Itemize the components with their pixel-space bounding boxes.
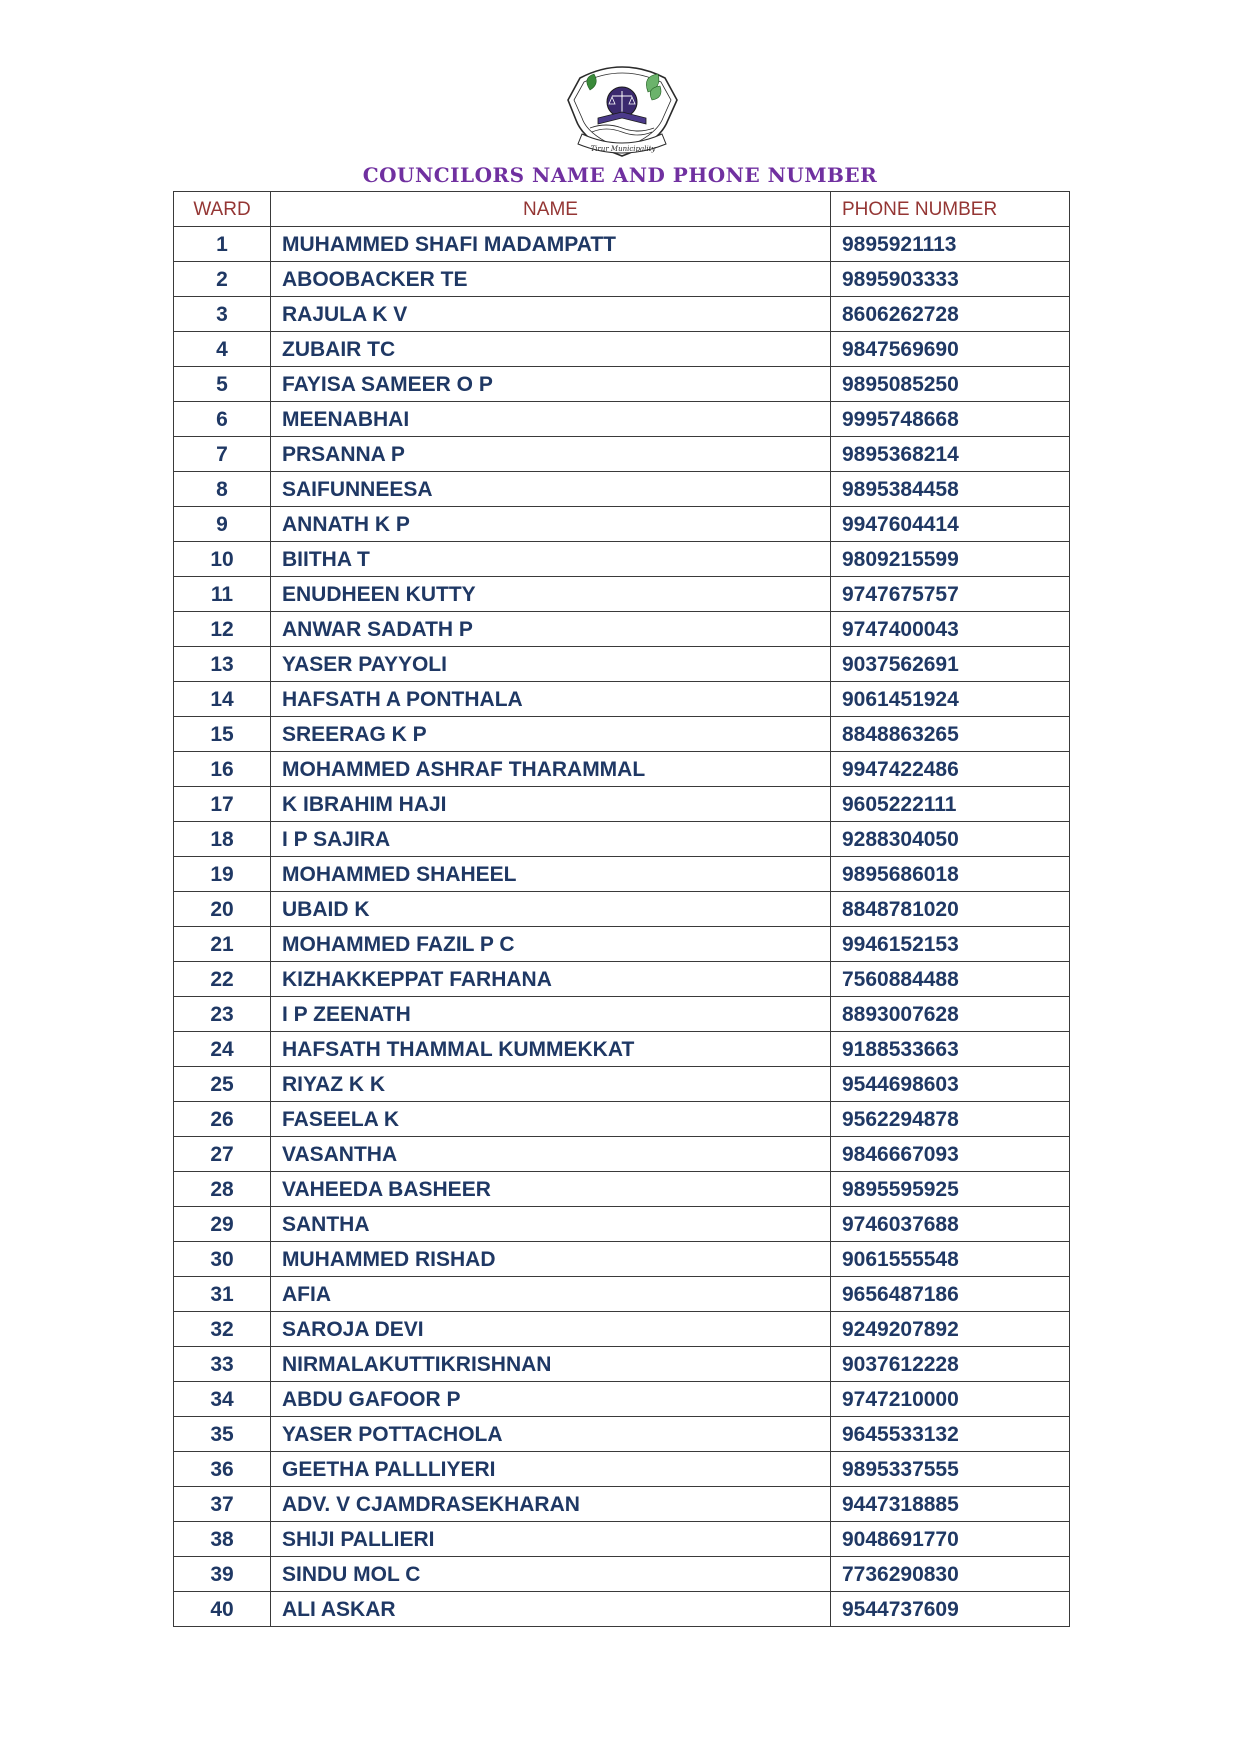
phone-cell: 9048691770 — [831, 1522, 1070, 1557]
name-cell: RAJULA K V — [271, 297, 831, 332]
name-cell: ANNATH K P — [271, 507, 831, 542]
table-row — [174, 542, 1070, 577]
table-row — [174, 717, 1070, 752]
phone-cell: 8893007628 — [831, 997, 1070, 1032]
ward-cell: 17 — [174, 787, 271, 822]
name-cell: ENUDHEEN KUTTY — [271, 577, 831, 612]
phone-cell: 9037562691 — [831, 647, 1070, 682]
phone-cell: 9809215599 — [831, 542, 1070, 577]
ward-cell: 23 — [174, 997, 271, 1032]
table-row — [174, 472, 1070, 507]
table-row — [174, 1557, 1070, 1592]
phone-cell: 9895368214 — [831, 437, 1070, 472]
name-cell: I P SAJIRA — [271, 822, 831, 857]
table-row — [174, 1347, 1070, 1382]
ward-cell: 15 — [174, 717, 271, 752]
name-cell: MOHAMMED SHAHEEL — [271, 857, 831, 892]
ward-cell: 7 — [174, 437, 271, 472]
table-row — [174, 857, 1070, 892]
ward-cell: 37 — [174, 1487, 271, 1522]
table-row — [174, 1172, 1070, 1207]
ward-cell: 29 — [174, 1207, 271, 1242]
table-row — [174, 1032, 1070, 1067]
name-cell: SREERAG K P — [271, 717, 831, 752]
phone-cell: 9188533663 — [831, 1032, 1070, 1067]
phone-cell: 9645533132 — [831, 1417, 1070, 1452]
phone-cell: 9895921113 — [831, 227, 1070, 262]
name-cell: FASEELA K — [271, 1102, 831, 1137]
table-row — [174, 927, 1070, 962]
name-cell: FAYISA SAMEER O P — [271, 367, 831, 402]
name-cell: BIITHA T — [271, 542, 831, 577]
column-header-ward: WARD — [174, 192, 271, 227]
ward-cell: 19 — [174, 857, 271, 892]
ward-cell: 33 — [174, 1347, 271, 1382]
name-cell: PRSANNA P — [271, 437, 831, 472]
name-cell: MOHAMMED ASHRAF THARAMMAL — [271, 752, 831, 787]
name-cell: MUHAMMED RISHAD — [271, 1242, 831, 1277]
phone-cell: 9747400043 — [831, 612, 1070, 647]
phone-cell: 9544737609 — [831, 1592, 1070, 1627]
name-cell: ANWAR SADATH P — [271, 612, 831, 647]
ward-cell: 24 — [174, 1032, 271, 1067]
table-row — [174, 1242, 1070, 1277]
ward-cell: 20 — [174, 892, 271, 927]
phone-cell: 7560884488 — [831, 962, 1070, 997]
ward-cell: 22 — [174, 962, 271, 997]
ward-cell: 28 — [174, 1172, 271, 1207]
ward-cell: 40 — [174, 1592, 271, 1627]
name-cell: MUHAMMED SHAFI MADAMPATT — [271, 227, 831, 262]
ward-cell: 25 — [174, 1067, 271, 1102]
ward-cell: 34 — [174, 1382, 271, 1417]
phone-cell: 9895903333 — [831, 262, 1070, 297]
ward-cell: 16 — [174, 752, 271, 787]
table-row — [174, 1592, 1070, 1627]
table-row — [174, 682, 1070, 717]
ward-cell: 2 — [174, 262, 271, 297]
table-row — [174, 1522, 1070, 1557]
table-row — [174, 1417, 1070, 1452]
ward-cell: 10 — [174, 542, 271, 577]
name-cell: MOHAMMED FAZIL P C — [271, 927, 831, 962]
ward-cell: 18 — [174, 822, 271, 857]
name-cell: NIRMALAKUTTIKRISHNAN — [271, 1347, 831, 1382]
name-cell: AFIA — [271, 1277, 831, 1312]
name-cell: VAHEEDA BASHEER — [271, 1172, 831, 1207]
ward-cell: 6 — [174, 402, 271, 437]
table-row — [174, 787, 1070, 822]
councilors-table — [173, 191, 1070, 1627]
logo-text: Tirur Municipality — [590, 145, 656, 153]
phone-cell: 9061555548 — [831, 1242, 1070, 1277]
phone-cell: 8848863265 — [831, 717, 1070, 752]
table-row — [174, 332, 1070, 367]
table-row — [174, 1452, 1070, 1487]
table-row — [174, 892, 1070, 927]
table-row — [174, 647, 1070, 682]
column-header-phone: PHONE NUMBER — [831, 192, 1070, 227]
phone-cell: 9946152153 — [831, 927, 1070, 962]
table-row — [174, 752, 1070, 787]
phone-cell: 9895384458 — [831, 472, 1070, 507]
table-row — [174, 402, 1070, 437]
ward-cell: 3 — [174, 297, 271, 332]
name-cell: GEETHA PALLLIYERI — [271, 1452, 831, 1487]
table-row — [174, 507, 1070, 542]
name-cell: HAFSATH THAMMAL KUMMEKKAT — [271, 1032, 831, 1067]
table-row — [174, 1207, 1070, 1242]
ward-cell: 26 — [174, 1102, 271, 1137]
table-row — [174, 612, 1070, 647]
name-cell: RIYAZ K K — [271, 1067, 831, 1102]
name-cell: UBAID K — [271, 892, 831, 927]
phone-cell: 9249207892 — [831, 1312, 1070, 1347]
table-row — [174, 1312, 1070, 1347]
phone-cell: 9895337555 — [831, 1452, 1070, 1487]
table-row — [174, 437, 1070, 472]
name-cell: ABDU GAFOOR P — [271, 1382, 831, 1417]
ward-cell: 13 — [174, 647, 271, 682]
table-row — [174, 962, 1070, 997]
ward-cell: 21 — [174, 927, 271, 962]
phone-cell: 9061451924 — [831, 682, 1070, 717]
ward-cell: 9 — [174, 507, 271, 542]
phone-cell: 9562294878 — [831, 1102, 1070, 1137]
phone-cell: 9895085250 — [831, 367, 1070, 402]
ward-cell: 38 — [174, 1522, 271, 1557]
table-header-row — [174, 192, 1070, 227]
phone-cell: 9605222111 — [831, 787, 1070, 822]
name-cell: VASANTHA — [271, 1137, 831, 1172]
ward-cell: 1 — [174, 227, 271, 262]
phone-cell: 7736290830 — [831, 1557, 1070, 1592]
name-cell: ABOOBACKER TE — [271, 262, 831, 297]
table-row — [174, 1277, 1070, 1312]
name-cell: ADV. V CJAMDRASEKHARAN — [271, 1487, 831, 1522]
name-cell: KIZHAKKEPPAT FARHANA — [271, 962, 831, 997]
ward-cell: 32 — [174, 1312, 271, 1347]
table-body — [174, 227, 1070, 1627]
phone-cell: 9846667093 — [831, 1137, 1070, 1172]
phone-cell: 9747210000 — [831, 1382, 1070, 1417]
phone-cell: 9995748668 — [831, 402, 1070, 437]
name-cell: ALI ASKAR — [271, 1592, 831, 1627]
ward-cell: 31 — [174, 1277, 271, 1312]
phone-cell: 9544698603 — [831, 1067, 1070, 1102]
phone-cell: 9947422486 — [831, 752, 1070, 787]
phone-cell: 8606262728 — [831, 297, 1070, 332]
ward-cell: 35 — [174, 1417, 271, 1452]
name-cell: SAROJA DEVI — [271, 1312, 831, 1347]
ward-cell: 27 — [174, 1137, 271, 1172]
phone-cell: 9947604414 — [831, 507, 1070, 542]
page-title: COUNCILORS NAME AND PHONE NUMBER — [362, 163, 878, 187]
table-row — [174, 297, 1070, 332]
phone-cell: 9288304050 — [831, 822, 1070, 857]
ward-cell: 30 — [174, 1242, 271, 1277]
table-row — [174, 1067, 1070, 1102]
ward-cell: 39 — [174, 1557, 271, 1592]
phone-cell: 9656487186 — [831, 1277, 1070, 1312]
table-row — [174, 997, 1070, 1032]
phone-cell: 9746037688 — [831, 1207, 1070, 1242]
name-cell: ZUBAIR TC — [271, 332, 831, 367]
ward-cell: 8 — [174, 472, 271, 507]
column-header-name: NAME — [271, 192, 831, 227]
ward-cell: 4 — [174, 332, 271, 367]
name-cell: SANTHA — [271, 1207, 831, 1242]
table-row — [174, 262, 1070, 297]
ward-cell: 12 — [174, 612, 271, 647]
phone-cell: 9037612228 — [831, 1347, 1070, 1382]
phone-cell: 8848781020 — [831, 892, 1070, 927]
table-row — [174, 1382, 1070, 1417]
name-cell: SHIJI PALLIERI — [271, 1522, 831, 1557]
name-cell: HAFSATH A PONTHALA — [271, 682, 831, 717]
table-row — [174, 577, 1070, 612]
phone-cell: 9747675757 — [831, 577, 1070, 612]
name-cell: MEENABHAI — [271, 402, 831, 437]
table-row — [174, 1102, 1070, 1137]
name-cell: I P ZEENATH — [271, 997, 831, 1032]
ward-cell: 11 — [174, 577, 271, 612]
phone-cell: 9847569690 — [831, 332, 1070, 367]
name-cell: SAIFUNNEESA — [271, 472, 831, 507]
name-cell: SINDU MOL C — [271, 1557, 831, 1592]
name-cell: YASER POTTACHOLA — [271, 1417, 831, 1452]
table-row — [174, 1137, 1070, 1172]
table-row — [174, 822, 1070, 857]
ward-cell: 14 — [174, 682, 271, 717]
phone-cell: 9447318885 — [831, 1487, 1070, 1522]
phone-cell: 9895595925 — [831, 1172, 1070, 1207]
name-cell: YASER PAYYOLI — [271, 647, 831, 682]
table-row — [174, 1487, 1070, 1522]
table-row — [174, 367, 1070, 402]
name-cell: K IBRAHIM HAJI — [271, 787, 831, 822]
ward-cell: 36 — [174, 1452, 271, 1487]
table-row — [174, 227, 1070, 262]
ward-cell: 5 — [174, 367, 271, 402]
phone-cell: 9895686018 — [831, 857, 1070, 892]
